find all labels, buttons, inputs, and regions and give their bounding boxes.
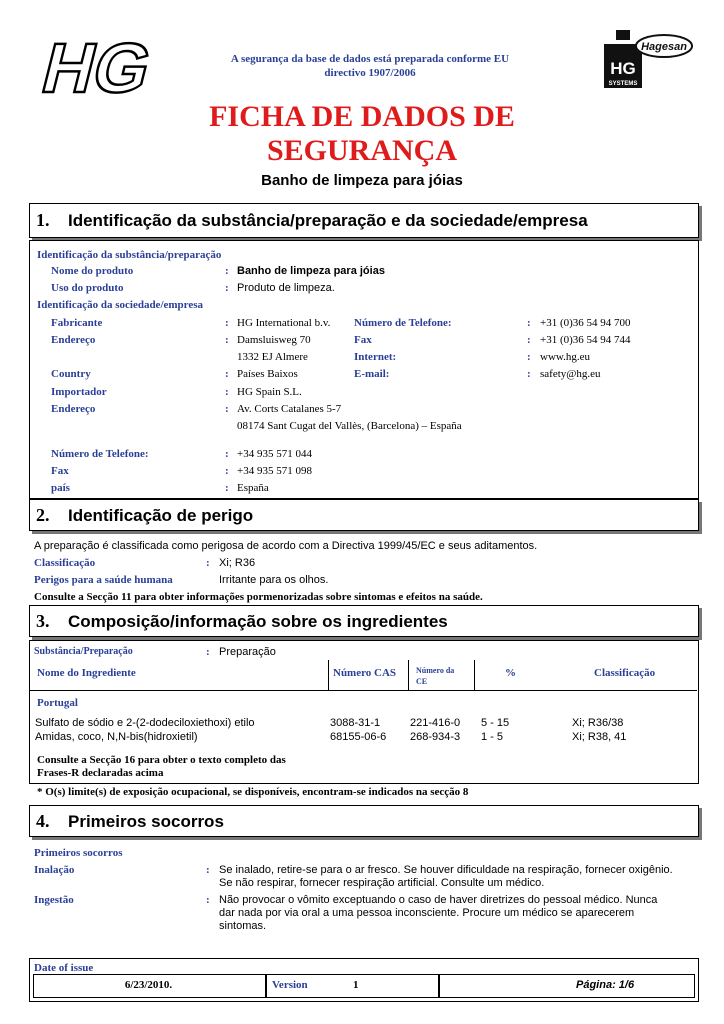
hg-logo [32, 30, 158, 102]
regulation-notice: A segurança da base de dados está preparada conforme EU directivo 1907/2006 [230, 53, 510, 79]
colon: : [225, 334, 229, 346]
country-value: Países Baixos [237, 368, 298, 380]
section1-header [29, 203, 699, 238]
table-vline-cas [328, 660, 329, 690]
importer-address-line2: 08174 Sant Cugat del Vallès, (Barcelona) – España [237, 420, 462, 432]
badge-brand: Hagesan [641, 41, 687, 53]
phone-value: +31 (0)36 54 94 700 [540, 317, 631, 329]
importer-country-value: España [237, 482, 269, 494]
section3-number: 3. [36, 611, 50, 631]
product-use-label: Uso do produto [51, 282, 124, 294]
section4-number: 4. [36, 811, 50, 831]
importer-fax-value: +34 935 571 098 [237, 465, 312, 477]
colon: : [206, 864, 210, 876]
inhalation-line2: Se não respirar, fornecer respiração artificial. Consulte um médico. [219, 877, 545, 889]
product-name-label: Nome do produto [51, 265, 134, 277]
section2-title: Identificação de perigo [68, 506, 254, 525]
colon: : [225, 282, 229, 294]
page-number: Página: 1/6 [576, 979, 635, 991]
col-classification: Classificação [594, 667, 656, 679]
first-aid-heading: Primeiros socorros [34, 847, 123, 859]
internet-label: Internet: [354, 351, 397, 363]
exposure-limits-note: * O(s) limite(s) de exposição ocupacional, se disponíveis, encontram-se indicados na secção 8 [37, 786, 469, 798]
section2-number: 2. [36, 505, 50, 525]
product-name-value: Banho de limpeza para jóias [237, 265, 385, 277]
col-ec-number: Número da CE [416, 666, 455, 686]
colon: : [225, 317, 229, 329]
col-cas-number: Número CAS [333, 667, 397, 679]
colon: : [527, 334, 531, 346]
colon: : [225, 265, 229, 277]
colon: : [225, 386, 229, 398]
ingestion-label: Ingestão [34, 894, 74, 906]
section2-header [29, 499, 699, 531]
product-subtitle: Banho de limpeza para jóias [261, 172, 463, 189]
table-vline-pct [474, 660, 475, 690]
ingestion-line2: dar nada por via oral a uma pessoa inconsciente. Procure um médico se aparecerem [219, 907, 635, 919]
hg-systems-badge [596, 24, 696, 96]
colon: : [527, 317, 531, 329]
row2-cas: 68155-06-6 [330, 731, 387, 743]
fax-value: +31 (0)36 54 94 744 [540, 334, 631, 346]
health-hazard-value: Irritante para os olhos. [219, 574, 329, 586]
footer-page-cell [439, 974, 695, 998]
section1-title: Identificação da substância/preparação e da sociedade/empresa [68, 211, 588, 230]
row1-ce: 221-416-0 [410, 717, 461, 729]
importer-address-line1: Av. Corts Catalanes 5-7 [237, 403, 342, 415]
substance-preparation-value: Preparação [219, 646, 276, 658]
email-value[interactable]: safety@hg.eu [540, 368, 601, 380]
row1-cas: 3088-31-1 [330, 717, 381, 729]
date-of-issue-label: Date of issue [34, 962, 94, 974]
internet-value[interactable]: www.hg.eu [540, 351, 590, 363]
colon: : [225, 465, 229, 477]
row1-name: Sulfato de sódio e 2-(2-dodeciloxiethoxi) etilo [35, 717, 255, 729]
product-use-value: Produto de limpeza. [237, 282, 335, 294]
section4-header [29, 805, 699, 837]
inhalation-line1: Se inalado, retire-se para o ar fresco. Se houver dificuldade na respiração, fornecer oxigênio. [219, 864, 673, 876]
substance-preparation-label: Substância/Preparação [34, 646, 133, 657]
row2-cls: Xi; R38, 41 [572, 731, 627, 743]
region-label: Portugal [37, 697, 78, 709]
substance-id-heading: Identificação da substância/preparação [37, 249, 222, 261]
section2-note: Consulte a Secção 11 para obter informações pormenorizadas sobre sintomas e efeitos na saúde. [34, 591, 483, 603]
importer-phone-label: Número de Telefone: [51, 448, 149, 460]
importer-phone-value: +34 935 571 044 [237, 448, 312, 460]
colon: : [225, 448, 229, 460]
badge-systems: SYSTEMS [608, 81, 638, 87]
version-value: 1 [353, 979, 359, 991]
classification-label: Classificação [34, 557, 96, 569]
importer-country-label: país [51, 482, 70, 494]
fax-label: Fax [354, 334, 372, 346]
manufacturer-value: HG International b.v. [237, 317, 331, 329]
col-percent: % [505, 667, 516, 679]
email-label: E-mail: [354, 368, 390, 380]
hg-logo-text: HG [34, 30, 158, 102]
health-hazard-label: Perigos para a saúde humana [34, 574, 173, 586]
section3-header [29, 605, 699, 637]
colon: : [206, 894, 210, 906]
footer-date: 6/23/2010. [124, 979, 173, 991]
section2-intro: A preparação é classificada como perigosa de acordo com a Directiva 1999/45/EC e seus aditamentos. [34, 540, 538, 552]
section3-note-line1: Consulte a Secção 16 para obter o texto completo das [37, 754, 286, 766]
country-label: Country [51, 368, 91, 380]
row2-pct: 1 - 5 [481, 731, 504, 743]
inhalation-label: Inalação [34, 864, 75, 876]
section3-note-line2: Frases-R declaradas acima [37, 767, 164, 779]
company-id-heading: Identificação da sociedade/empresa [37, 299, 204, 311]
section1-number: 1. [36, 210, 50, 230]
colon: : [225, 368, 229, 380]
row1-pct: 5 - 15 [481, 717, 510, 729]
title-line2: SEGURANÇA [266, 134, 458, 167]
address-label: Endereço [51, 334, 96, 346]
colon: : [225, 482, 229, 494]
colon: : [225, 403, 229, 415]
section3-title: Composição/informação sobre os ingredientes [68, 612, 448, 631]
col-ingredient-name: Nome do Ingrediente [37, 667, 136, 679]
address-line2: 1332 EJ Almere [237, 351, 308, 363]
document-title [0, 100, 724, 168]
title-line1: FICHA DE DADOS DE [209, 100, 515, 133]
table-header-rule [29, 690, 697, 691]
colon: : [527, 351, 531, 363]
row2-name: Amidas, coco, N,N-bis(hidroxietil) [35, 731, 198, 743]
table-vline-ce [408, 660, 409, 690]
importer-fax-label: Fax [51, 465, 69, 477]
importer-address-label: Endereço [51, 403, 96, 415]
manufacturer-label: Fabricante [51, 317, 103, 329]
row1-cls: Xi; R36/38 [572, 717, 624, 729]
row2-ce: 268-934-3 [410, 731, 461, 743]
phone-label: Número de Telefone: [354, 317, 452, 329]
ingestion-line3: sintomas. [219, 920, 267, 932]
section4-title: Primeiros socorros [68, 812, 224, 831]
colon: : [206, 646, 210, 658]
colon: : [527, 368, 531, 380]
colon: : [206, 557, 210, 569]
importer-value: HG Spain S.L. [237, 386, 302, 398]
classification-value: Xi; R36 [219, 557, 256, 569]
version-label: Version [272, 979, 308, 991]
address-line1: Damsluisweg 70 [237, 334, 311, 346]
importer-label: Importador [51, 386, 107, 398]
badge-hg: HG [610, 59, 636, 78]
ingestion-line1: Não provocar o vômito exceptuando o caso de haver diretrizes do pessoal médico. Nunca [219, 894, 658, 906]
